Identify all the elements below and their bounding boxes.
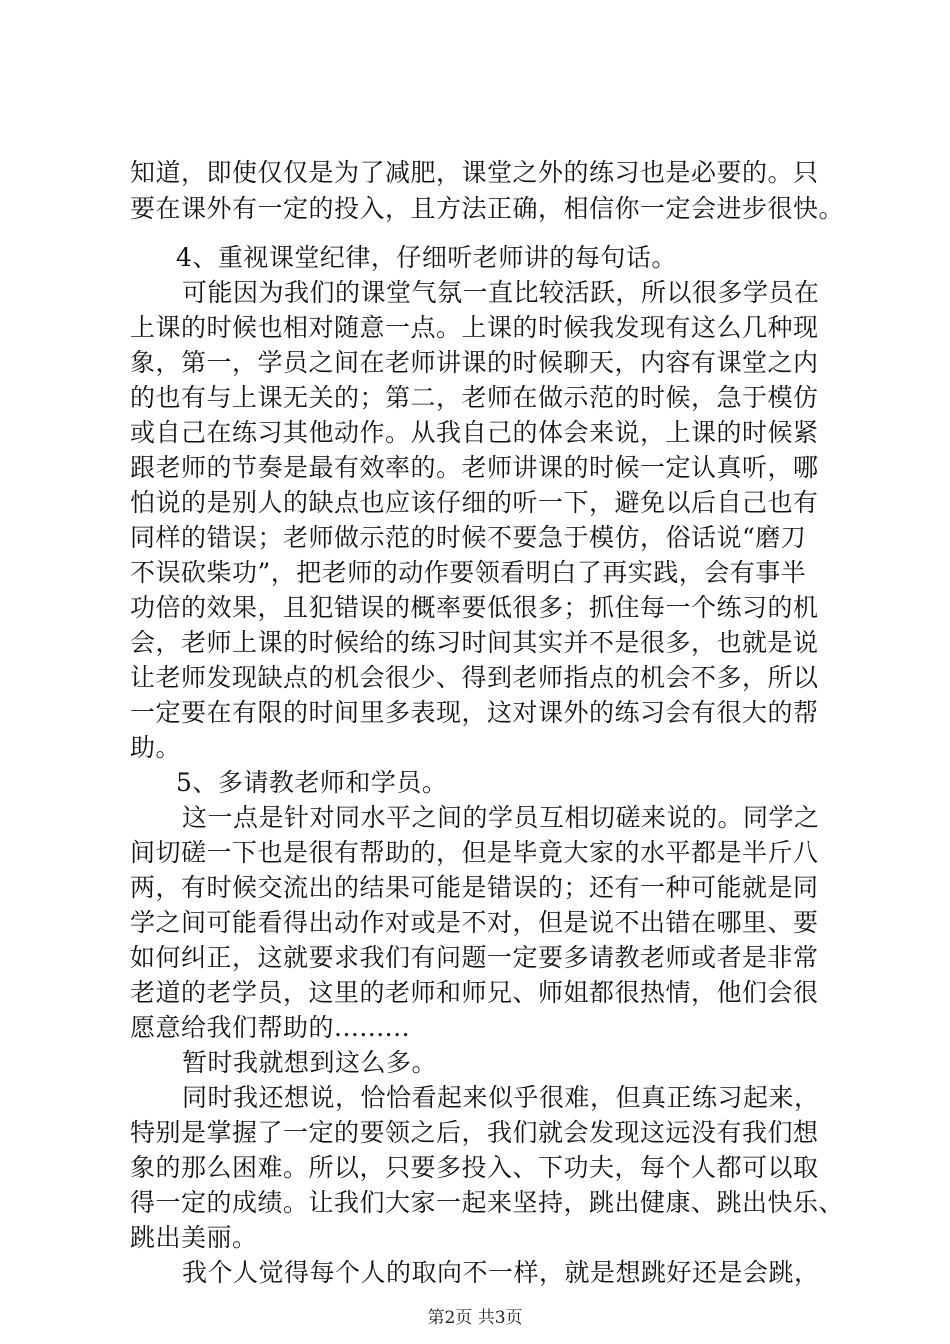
text-line: 这一点是针对同水平之间的学员互相切磋来说的。同学之 [182,803,820,832]
text-line: 间切磋一下也是很有帮助的，但是毕竟大家的水平都是半斤八 [130,838,819,867]
text-line: 象的那么困难。所以，只要多投入、下功夫，每个人都可以取 [130,1153,819,1182]
text-line: 或自己在练习其他动作。从我自己的体会来说，上课的时候紧 [130,418,819,447]
text-line: 的也有与上课无关的；第二，老师在做示范的时候，急于模仿 [130,383,819,412]
text-line: 上课的时候也相对随意一点。上课的时候我发现有这么几种现 [130,313,819,342]
text-line: 知道，即使仅仅是为了减肥，课堂之外的练习也是必要的。只 [130,158,819,187]
text-line: 跟老师的节奏是最有效率的。老师讲课的时候一定认真听，哪 [130,453,819,482]
text-line: 同时我还想说，恰恰看起来似乎很难，但真正练习起来， [182,1083,820,1112]
text-line: 要在课外有一定的投入，且方法正确，相信你一定会进步很快。 [130,194,845,223]
page-number: 第2页 共3页 [427,1308,523,1328]
text-line: 得一定的成绩。让我们大家一起来坚持，跳出健康、跳出快乐、 [130,1188,845,1217]
text-line: 一定要在有限的时间里多表现，这对课外的练习会有很大的帮 [130,698,819,727]
text-line: 同样的错误；老师做示范的时候不要急于模仿，俗话说“磨刀 [130,523,807,552]
text-line: 愿意给我们帮助的......... [130,1013,411,1042]
text-line: 学之间可能看得出动作对或是不对，但是说不出错在哪里、要 [130,908,819,937]
section-heading: 5、多请教老师和学员。 [176,768,448,797]
text-line: 暂时我就想到这么多。 [182,1048,438,1077]
text-line: 功倍的效果，且犯错误的概率要低很多；抓住每一个练习的机 [130,593,819,622]
text-line: 两，有时候交流出的结果可能是错误的；还有一种可能就是同 [130,873,819,902]
text-line: 可能因为我们的课堂气氛一直比较活跃，所以很多学员在 [182,278,820,307]
text-line: 怕说的是别人的缺点也应该仔细的听一下，避免以后自己也有 [130,488,819,517]
text-line: 老道的老学员，这里的老师和师兄、师姐都很热情，他们会很 [130,978,819,1007]
text-line: 让老师发现缺点的机会很少、得到老师指点的机会不多，所以 [130,663,819,692]
text-line: 助。 [130,733,182,762]
text-line: 会，老师上课的时候给的练习时间其实并不是很多，也就是说 [130,628,819,657]
text-line: 特别是掌握了一定的要领之后，我们就会发现这远没有我们想 [130,1118,819,1147]
text-line: 象，第一，学员之间在老师讲课的时候聊天，内容有课堂之内 [130,348,819,377]
section-heading: 4、重视课堂纪律，仔细听老师讲的每句话。 [176,243,677,272]
text-line: 如何纠正，这就要求我们有问题一定要多请教老师或者是非常 [130,943,819,972]
text-line: 我个人觉得每个人的取向不一样，就是想跳好还是会跳， [182,1258,820,1287]
text-line: 不误砍柴功”，把老师的动作要领看明白了再实践，会有事半 [130,558,807,587]
text-line: 跳出美丽。 [130,1223,258,1252]
